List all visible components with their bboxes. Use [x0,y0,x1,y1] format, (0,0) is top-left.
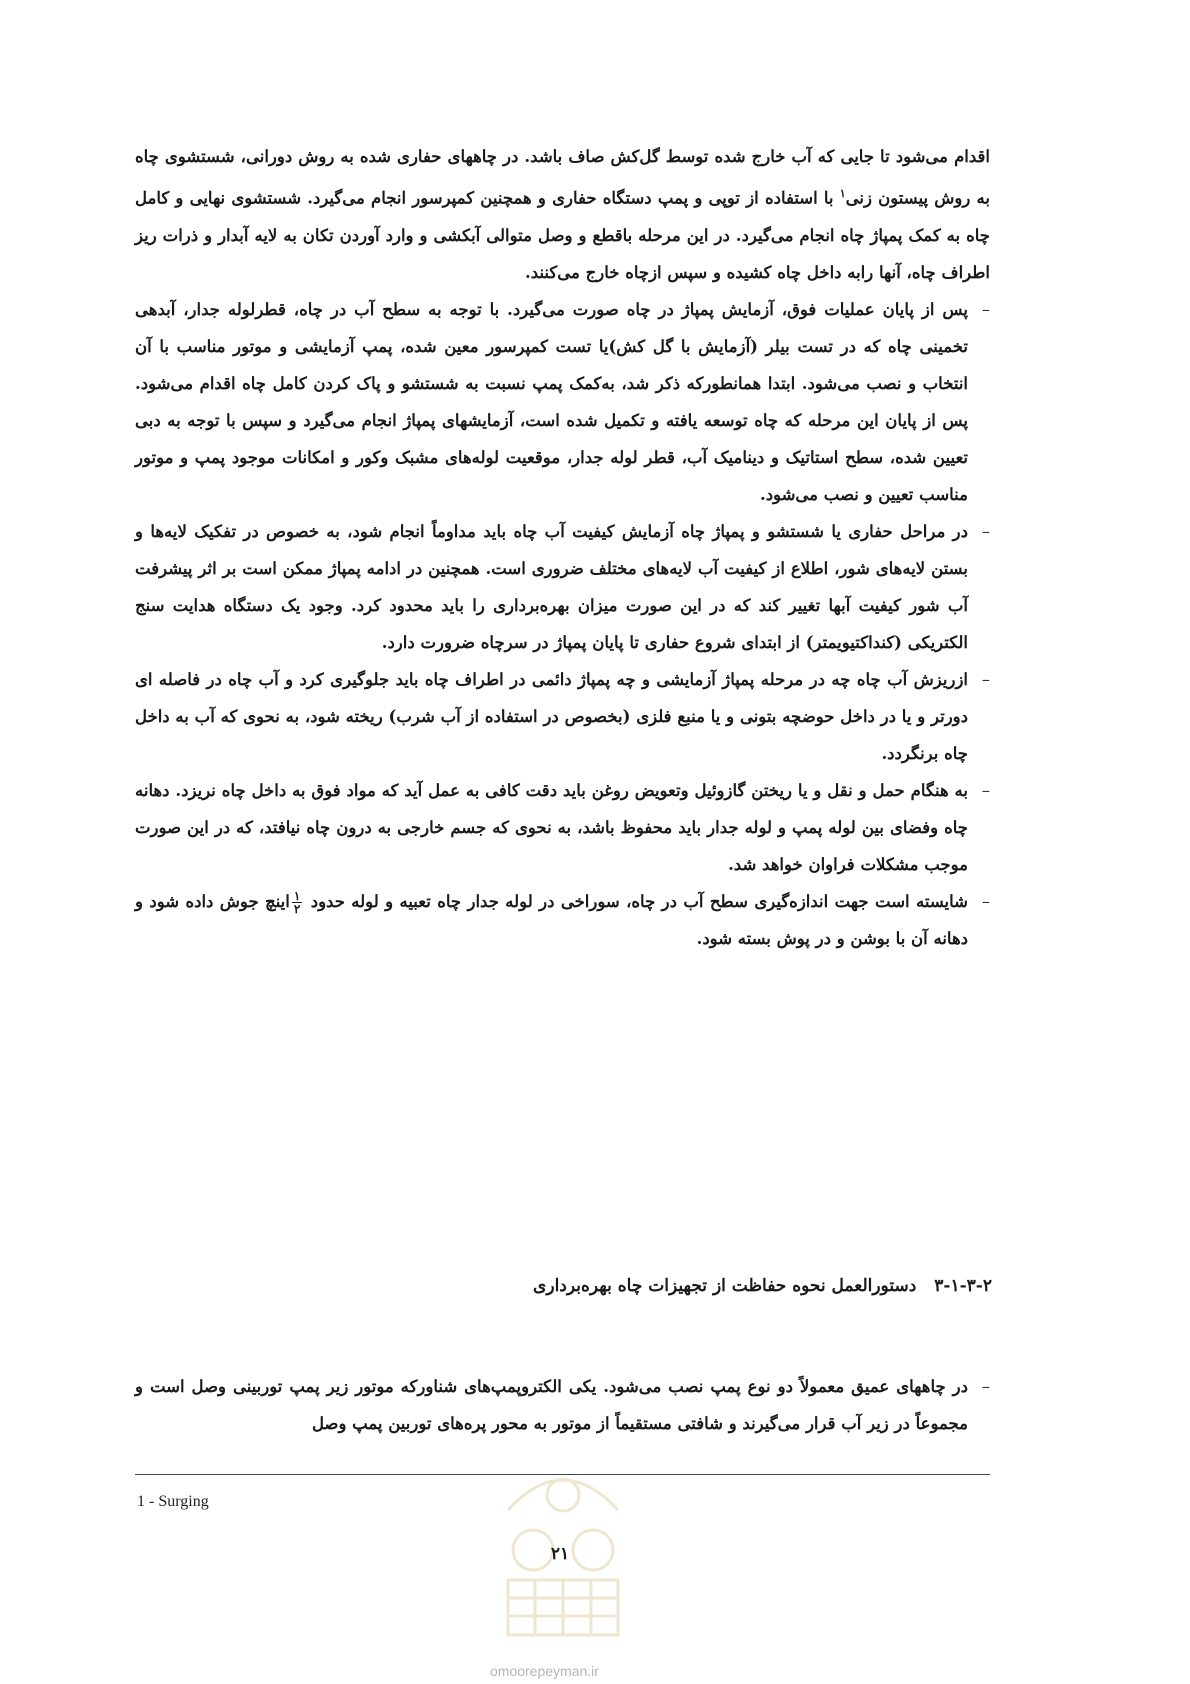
list-item-text: ازریزش آب چاه چه در مرحله پمپاژ آزمایشی و چه پمپاژ دائمی در اطراف چاه باید جلوگیری کرد و آب چاه در فاصله ای دورتر و یا در داخل حوضچه بتونی و یا منبع فلزی (بخصوص در استفاده از آب شرب) ریخته شود، به نحوی که آب به داخل چاه برنگردد. [135,669,968,763]
section-number: ۳-۱-۳-۲ [934,1276,992,1296]
fraction-denominator: ۲ [293,901,301,916]
footnote: 1 - Surging [137,1493,209,1510]
body-text [135,138,990,957]
bullet-dash: – [981,780,990,800]
page-number: ۲۱ [550,1544,570,1564]
bullet-dash: – [981,299,990,319]
bullet-list [135,291,990,957]
list-item [135,1368,990,1442]
list-item [135,772,990,883]
fraction-numerator: ۱ [293,888,301,903]
list-item [135,661,990,772]
list-item-text: پس از پایان عملیات فوق، آزمایش پمپاژ در چاه صورت می‌گیرد. با توجه به سطح آب در چاه، قطرلوله جدار، آبدهی تخمینی چاه که در تست بیلر (آزمایش با گل کش)یا تست کمپرسور معین شده، پمپ آزمایشی و موتور مناسب با آن انتخاب و نصب می‌شود. ابتدا همانطورکه ذکر شد، به‌کمک پمپ نسبت به شستشو و پاک کردن کامل چاه اقدام می‌شود. پس از پایان این مرحله که چاه توسعه یافته و تکمیل شده است، آزمایشهای پمپاژ انجام می‌گیرد و سپس با توجه به دبی تعیین شده، سطح استاتیک و دینامیک آب، قطر لوله جدار، موقعیت لوله‌های مشبک وکور و امکانات موجود پمپ و موتور مناسب تعیین و نصب می‌شود. [135,299,968,504]
intro-text-continued: با استفاده از توپی و پمپ دستگاه حفاری و همچنین کمپرسور انجام می‌گیرد. شستشوی نهایی و کامل چاه به کمک پمپاژ چاه انجام می‌گیرد. در این مرحله باقطع و وصل متوالی آبکشی و وارد آوردن تکان به لایه آبدار و ذرات ریز اطراف چاه، آنها رابه داخل چاه کشیده و سپس ازچاه خارج می‌کنند. [135,188,990,282]
list-item-text: به هنگام حمل و نقل و یا ریختن گازوئیل وتعویض روغن باید دقت کافی به عمل آید که مواد فوق به داخل چاه نریزد. دهانه چاه وفضای بین لوله پمپ و لوله جدار باید محفوظ باشد، به نحوی که جسم خارجی به درون چاه نیافتد، که در این صورت موجب مشکلات فراوان خواهد شد. [135,780,968,874]
bullet-dash: – [981,521,990,541]
list-item-text: در چاههای عمیق معمولاً دو نوع پمپ نصب می‌شود. یکی الکتروپمپ‌های شناورکه موتور زیر پمپ توربینی وصل است و مجموعاً در زیر آب قرار می‌گیرند و شافتی مستقیماً از موتور به محور پره‌های توربین پمپ وصل [135,1377,968,1433]
section-body [135,1368,990,1442]
list-item [135,291,990,513]
bullet-dash: – [981,1377,990,1396]
section-heading [533,1276,992,1296]
footnote-reference[interactable]: ۱ [839,187,846,200]
watermark-logo-icon [488,1440,638,1640]
section-title: دستورالعمل نحوه حفاظت از تجهیزات چاه بهره‌برداری [533,1276,917,1296]
intro-text: اقدام می‌شود تا جایی که آب خارج شده توسط گل‌کش صاف باشد. در چاههای حفاری شده به روش دورانی، شستشوی چاه به روش پیستون زنی [135,147,990,208]
bullet-dash: – [981,891,990,911]
list-item-text: در مراحل حفاری یا شستشو و پمپاژ چاه آزمایش کیفیت آب چاه باید مداوماً انجام شود، به خصوص در تفکیک لایه‌ها و بستن لایه‌های شور، اطلاع از کیفیت آب لایه‌های مختلف ضروری است. همچنین در ادامه پمپاژ ممکن است بر اثر پیشرفت آب شور کیفیت آبها تغییر کند که در این صورت میزان بهره‌برداری را باید محدود کرد. وجود یک دستگاه هدایت سنج الکتریکی (کنداکتیویمتر) از ابتدای شروع حفاری تا پایان پمپاژ در سرچاه ضرورت دارد. [135,521,968,652]
list-item-text-continued: اینچ جوش داده شود و دهانه آن با بوشن و در پوش بسته شود. [135,891,968,948]
list-item [135,883,990,957]
list-item [135,513,990,661]
list-item-text: شایسته است جهت اندازه‌گیری سطح آب در چاه، سوراخی در لوله جدار چاه تعبیه و لوله حدود [310,891,968,911]
watermark-site: omoorepeyman.ir [490,1663,599,1679]
section-bullet-list [135,1368,990,1442]
fraction-half [292,890,302,915]
intro-paragraph [135,138,990,291]
bullet-dash: – [981,669,990,689]
